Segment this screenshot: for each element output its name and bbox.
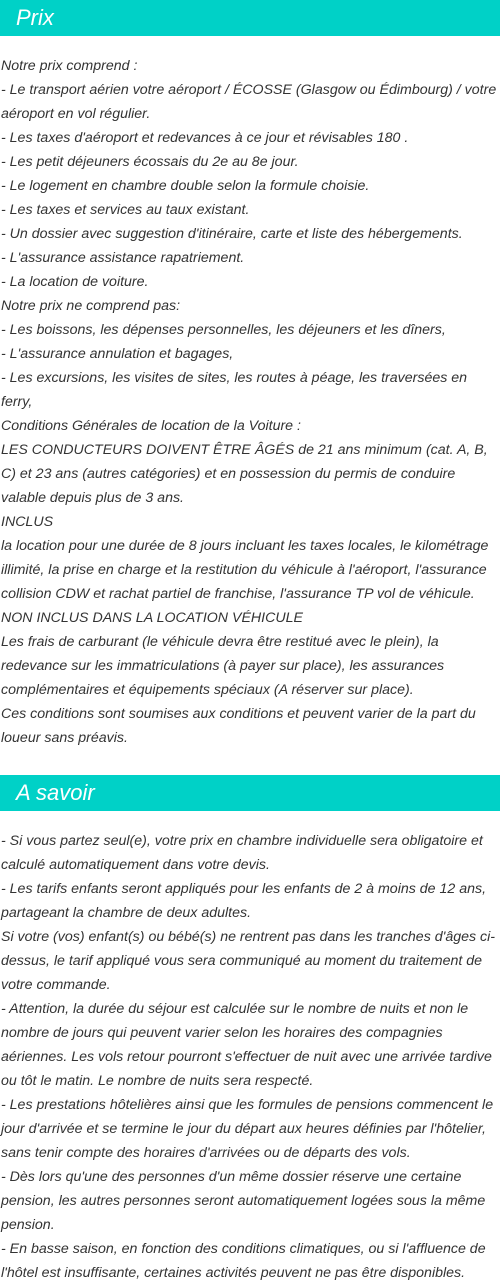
prix-line: - Les boissons, les dépenses personnelles, les déjeuners et les dîners, (1, 322, 446, 338)
prix-line: - Le logement en chambre double selon la formule choisie. (1, 178, 370, 194)
prix-line: - Les taxes et services au taux existant. (1, 202, 250, 218)
prix-line: - Un dossier avec suggestion d'itinéraire, carte et liste des hébergements. (1, 226, 463, 242)
section-body-prix (1, 54, 500, 750)
prix-line: INCLUS (1, 514, 54, 530)
prix-line: la location pour une durée de 8 jours incluant les taxes locales, le kilométrage illimité, la prise en charge et la restitution du véhicule à l'aéroport, l'assurance collision CDW et rachat partiel de franchise, l'assurance TP vol de véhicule. (1, 538, 493, 602)
section-header-a-savoir (0, 775, 500, 811)
prix-line: - Les petit déjeuners écossais du 2e au 8e jour. (1, 154, 299, 170)
prix-line: NON INCLUS DANS LA LOCATION VÉHICULE (1, 610, 303, 626)
prix-line: Les frais de carburant (le véhicule devra être restitué avec le plein), la redevance sur les immatriculations (à payer sur place), les assurances complémentaires et équipements spéciaux (A réserver sur place). (1, 634, 449, 698)
section-body-a-savoir (1, 829, 500, 1285)
prix-line: Notre prix comprend : (1, 58, 138, 74)
prix-line: Notre prix ne comprend pas: (1, 298, 181, 314)
prix-line: - L'assurance assistance rapatriement. (1, 250, 245, 266)
savoir-line: - En basse saison, en fonction des conditions climatiques, ou si l'affluence de l'hôtel est insuffisante, certaines activités peuvent ne pas être disponibles. (1, 1241, 490, 1281)
section-title-a-savoir: A savoir (16, 780, 95, 805)
prix-line: Conditions Générales de location de la Voiture : (1, 418, 301, 434)
savoir-line: - Si vous partez seul(e), votre prix en chambre individuelle sera obligatoire et calculé automatiquement dans votre devis. (1, 833, 487, 873)
prix-line: - La location de voiture. (1, 274, 149, 290)
prix-line: - Les excursions, les visites de sites, les routes à péage, les traversées en ferry, (1, 370, 472, 410)
prix-line: Ces conditions sont soumises aux conditions et peuvent varier de la part du loueur sans préavis. (1, 706, 480, 746)
savoir-line: - Les prestations hôtelières ainsi que les formules de pensions commencent le jour d'arrivée et se termine le jour du départ aux heures définies par l'hôtelier, sans tenir compte des horaires d'arrivées ou de départs des vols. (1, 1097, 498, 1161)
prix-line: - Le transport aérien votre aéroport / ÉCOSSE (Glasgow ou Édimbourg) / votre aéroport en vol régulier. (1, 82, 500, 122)
savoir-line: - Les tarifs enfants seront appliqués pour les enfants de 2 à moins de 12 ans, partageant la chambre de deux adultes. (1, 881, 490, 921)
savoir-line: Si votre (vos) enfant(s) ou bébé(s) ne rentrent pas dans les tranches d'âges ci-dessus, le tarif appliqué vous sera communiqué au moment du traitement de votre commande. (1, 929, 495, 993)
section-title-prix: Prix (16, 5, 54, 30)
prix-line: - L'assurance annulation et bagages, (1, 346, 234, 362)
savoir-line: - Dès lors qu'une des personnes d'un même dossier réserve une certaine pension, les autres personnes seront automatiquement logées sous la même pension. (1, 1169, 490, 1233)
section-header-prix (0, 0, 500, 36)
savoir-line: - Attention, la durée du séjour est calculée sur le nombre de nuits et non le nombre de jours qui peuvent varier selon les horaires des compagnies aériennes. Les vols retour pourront s'effectuer de nuit avec une arrivée tardive ou tôt le matin. Le nombre de nuits sera respecté. (1, 1001, 496, 1089)
prix-line: LES CONDUCTEURS DOIVENT ÊTRE ÂGÉS de 21 ans minimum (cat. A, B, C) et 23 ans (autres catégories) et en possession du permis de conduire valable depuis plus de 3 ans. (1, 442, 492, 506)
prix-line: - Les taxes d'aéroport et redevances à ce jour et révisables 180 . (1, 130, 409, 146)
